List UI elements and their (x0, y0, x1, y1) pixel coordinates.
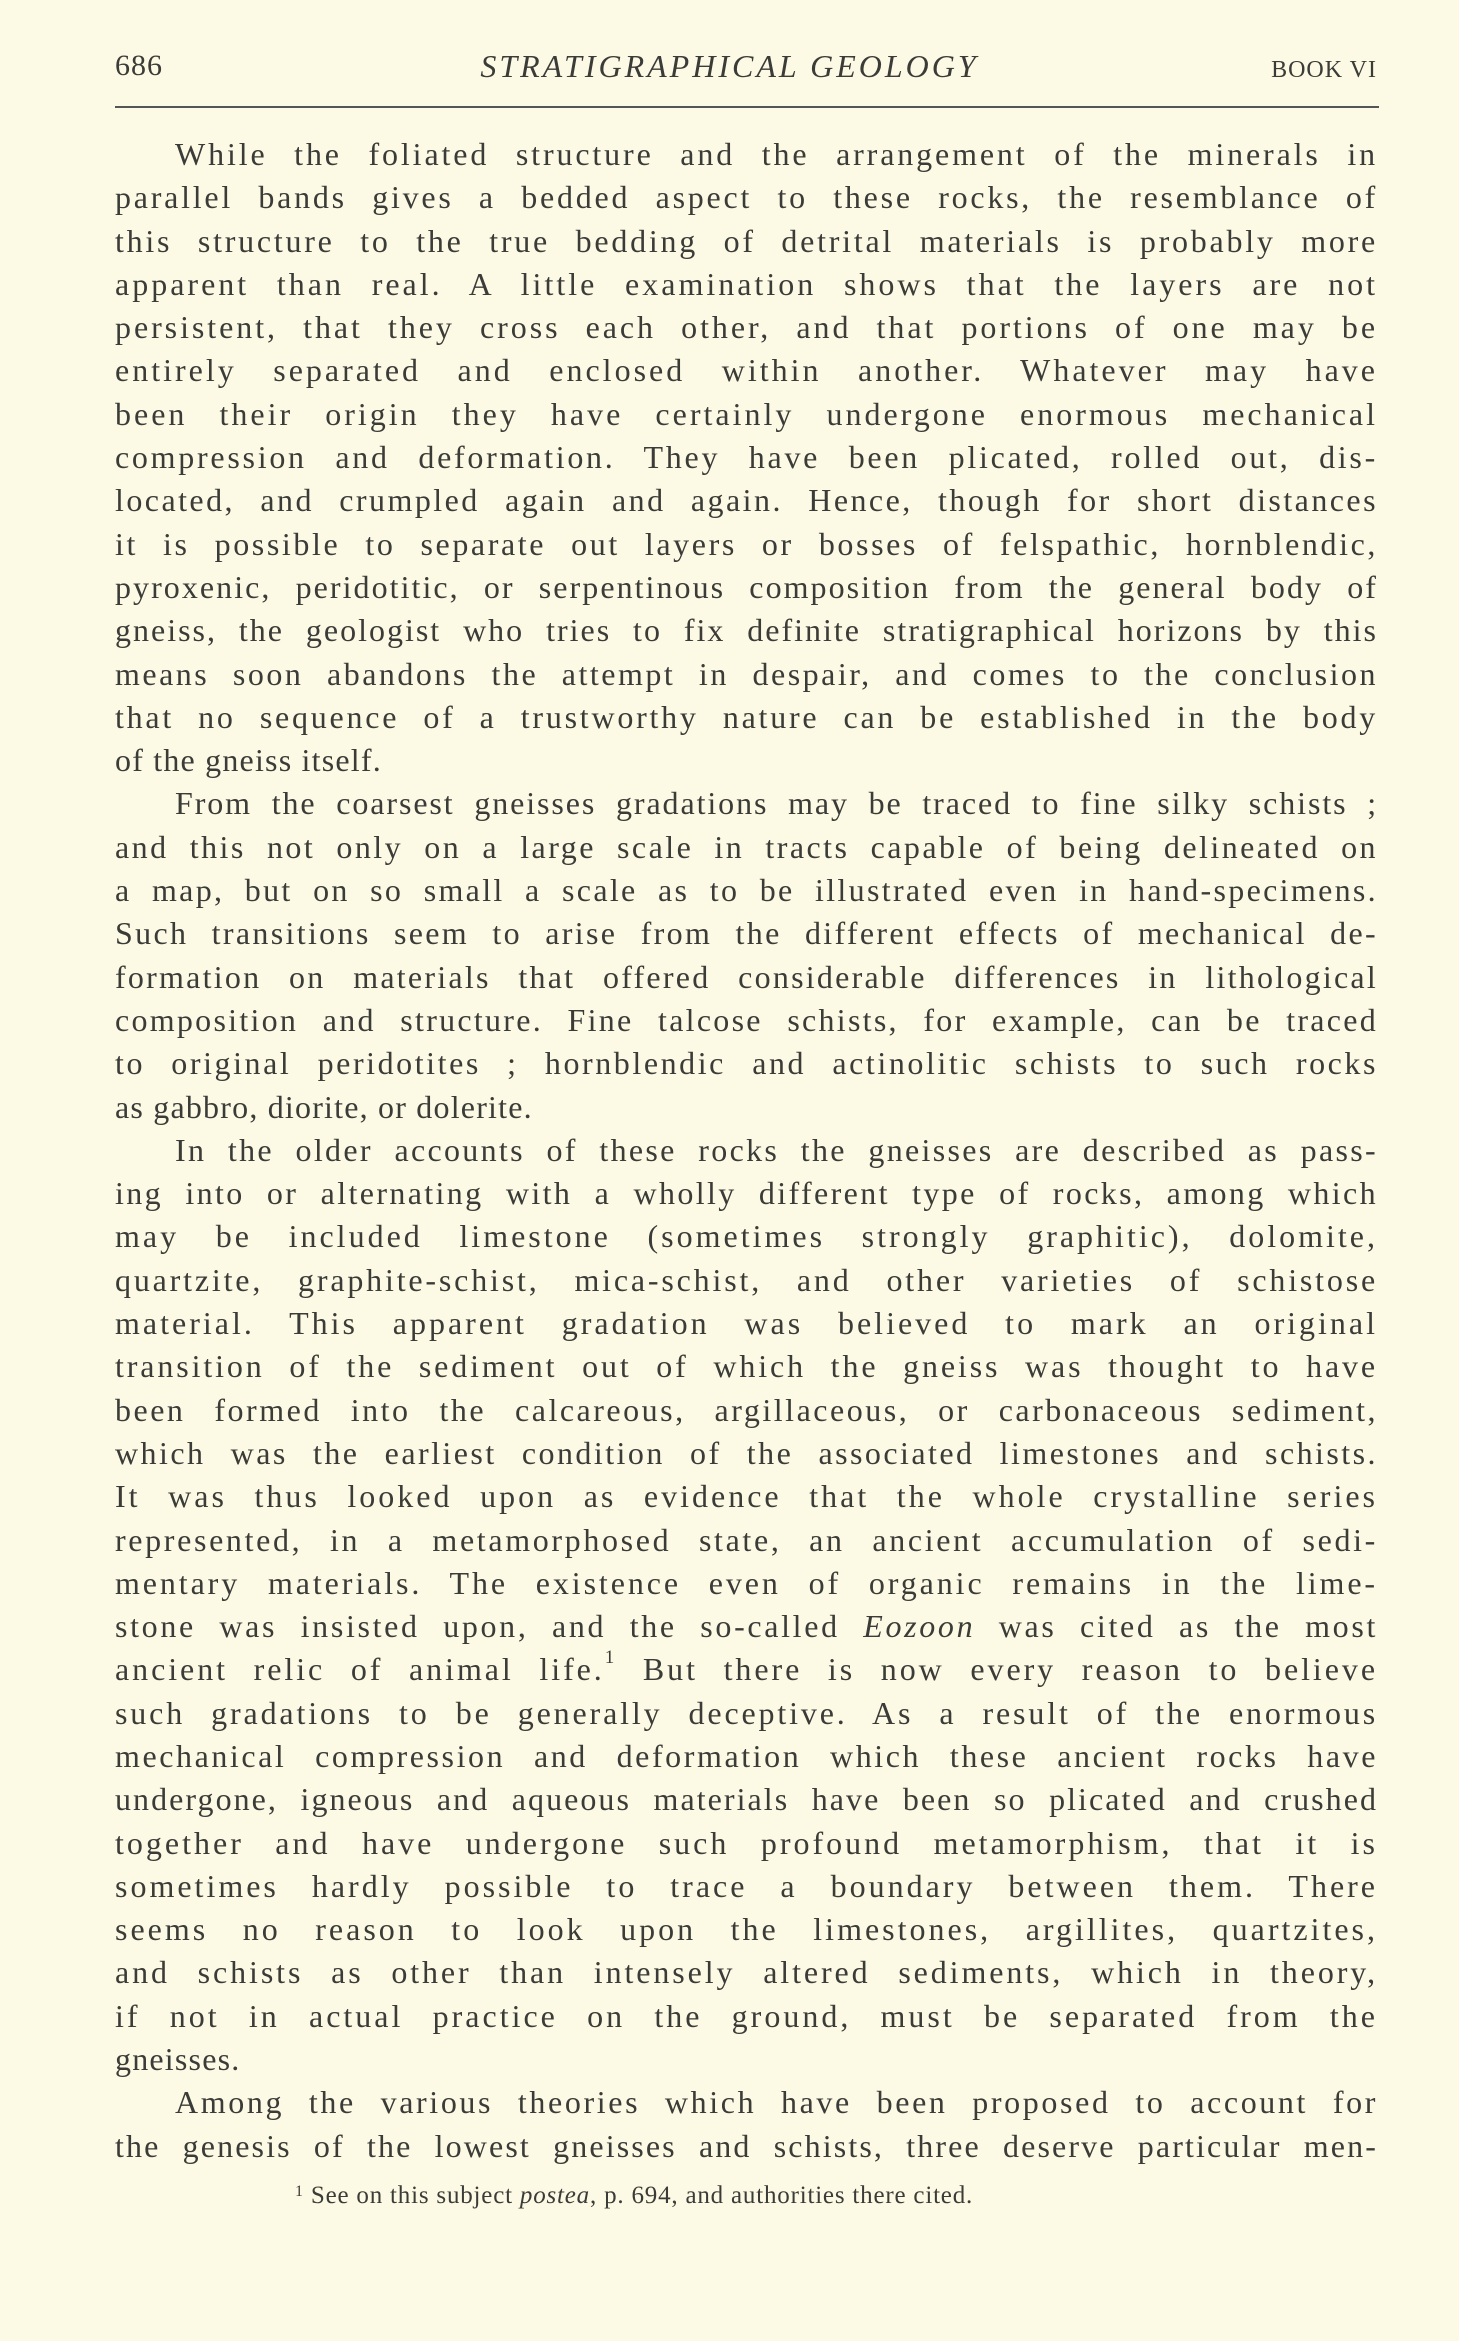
text-line: transition of the sediment out of which the gneiss was thought to have (115, 1348, 1378, 1385)
text-line: seems no reason to look upon the limestones, argillites, quartzites, (115, 1911, 1378, 1948)
footnote-marker: 1 (295, 2183, 304, 2200)
text-line: It was thus looked upon as evidence that the whole crystalline series (115, 1478, 1378, 1515)
paragraph (115, 782, 1378, 1128)
text-line: material. This apparent gradation was believed to mark an original (115, 1305, 1378, 1342)
running-title: STRATIGRAPHICAL GEOLOGY (480, 48, 979, 84)
text-line: In the older accounts of these rocks the gneisses are described as pass- (175, 1131, 1378, 1168)
text-line: means soon abandons the attempt in despair, and comes to the conclusion (115, 655, 1378, 692)
text-line: From the coarsest gneisses gradations may be traced to fine silky schists ; (175, 785, 1378, 822)
text-line: gneisses. (115, 2041, 241, 2078)
text-line: sometimes hardly possible to trace a boundary between them. There (115, 1867, 1378, 1904)
body-text (115, 133, 1378, 2168)
text-line: and this not only on a large scale in tracts capable of being delineated on (115, 828, 1378, 865)
text-line: persistent, that they cross each other, and that portions of one may be (115, 309, 1378, 346)
text-line: quartzite, graphite-schist, mica-schist, and other varieties of schistose (115, 1261, 1378, 1298)
paragraph (115, 1129, 1378, 2082)
text-line: formation on materials that offered considerable differences in lithological (115, 958, 1378, 995)
text-line: and schists as other than intensely altered sediments, which in theory, (115, 1954, 1378, 1991)
italic-term: Eozoon (863, 1608, 976, 1645)
text-line: Among the various theories which have been proposed to account for (175, 2084, 1378, 2121)
text-line (115, 1648, 1378, 1691)
text-line: together and have undergone such profound metamorphism, that it is (115, 1824, 1378, 1861)
text-line: parallel bands gives a bedded aspect to these rocks, the resemblance of (115, 179, 1378, 216)
paragraph (115, 133, 1378, 782)
text-line: it is possible to separate out layers or bosses of felspathic, hornblendic, (115, 525, 1378, 562)
footnote-reference[interactable]: 1 (604, 1647, 618, 1669)
text-segment: But there is now every reason to believe (617, 1651, 1378, 1688)
text-line: gneiss, the geologist who tries to fix definite stratigraphical horizons by this (115, 612, 1378, 649)
paragraph (115, 2081, 1378, 2168)
text-line: that no sequence of a trustworthy nature can be established in the body (115, 698, 1378, 735)
text-line: undergone, igneous and aqueous materials have been so plicated and crushed (115, 1781, 1378, 1818)
text-line: of the gneiss itself. (115, 742, 382, 779)
page-number: 686 (115, 49, 163, 82)
text-segment: stone was insisted upon, and the so-called (115, 1608, 864, 1645)
text-line: been formed into the calcareous, argillaceous, or carbonaceous sediment, (115, 1391, 1378, 1428)
text-line: a map, but on so small a scale as to be illustrated even in hand-specimens. (115, 872, 1378, 909)
text-line (115, 1605, 1378, 1648)
text-line: such gradations to be generally deceptive. As a result of the enormous (115, 1694, 1378, 1731)
footnote-italic: postea (519, 2182, 590, 2209)
text-line: which was the earliest condition of the associated limestones and schists. (115, 1434, 1378, 1471)
text-line: located, and crumpled again and again. Hence, though for short distances (115, 482, 1378, 519)
text-line: as gabbro, diorite, or dolerite. (115, 1088, 533, 1125)
text-line: mechanical compression and deformation which these ancient rocks have (115, 1737, 1378, 1774)
text-line: if not in actual practice on the ground, must be separated from the (115, 1997, 1378, 2034)
text-line: composition and structure. Fine talcose schists, for example, can be traced (115, 1001, 1378, 1038)
text-line: may be included limestone (sometimes strongly graphitic), dolomite, (115, 1218, 1378, 1255)
text-line: the genesis of the lowest gneisses and schists, three deserve particular men- (115, 2127, 1378, 2164)
text-line: been their origin they have certainly undergone enormous mechanical (115, 395, 1378, 432)
footnote (295, 2182, 973, 2210)
text-line: this structure to the true bedding of detrital materials is probably more (115, 222, 1378, 259)
text-line: compression and deformation. They have been plicated, rolled out, dis- (115, 439, 1378, 476)
text-line: pyroxenic, peridotitic, or serpentinous composition from the general body of (115, 568, 1378, 605)
text-line: apparent than real. A little examination shows that the layers are not (115, 265, 1378, 302)
header-rule (115, 106, 1379, 108)
text-line: mentary materials. The existence even of organic remains in the lime- (115, 1564, 1378, 1601)
text-line: represented, in a metamorphosed state, an ancient accumulation of sedi- (115, 1521, 1378, 1558)
footnote-text: See on this subject (303, 2182, 520, 2209)
text-line: ing into or alternating with a wholly different type of rocks, among which (115, 1175, 1378, 1212)
text-segment: ancient relic of animal life. (115, 1651, 605, 1688)
footnote-text: , p. 694, and authorities there cited. (589, 2182, 974, 2209)
text-line: entirely separated and enclosed within another. Whatever may have (115, 352, 1378, 389)
text-line: Such transitions seem to arise from the different effects of mechanical de- (115, 915, 1378, 952)
text-line: to original peridotites ; hornblendic and actinolitic schists to such rocks (115, 1045, 1378, 1082)
text-line: While the foliated structure and the arrangement of the minerals in (175, 136, 1378, 172)
text-segment: was cited as the most (975, 1608, 1378, 1645)
book-label: BOOK VI (1271, 57, 1377, 83)
